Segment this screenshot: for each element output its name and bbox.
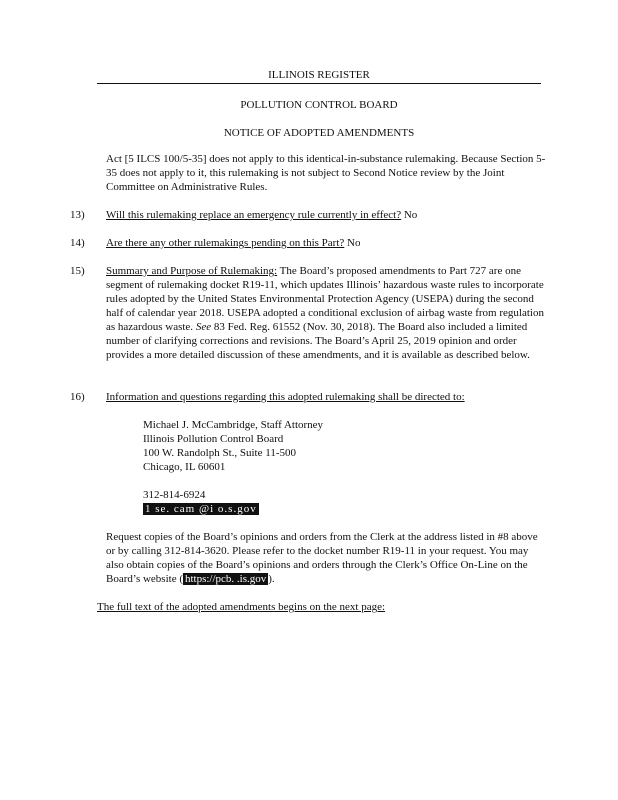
item-16 [106,390,546,404]
item-15-heading: Summary and Purpose of Rulemaking: [106,265,278,277]
item-15-cite: See [195,321,212,333]
intro-paragraph: Act [5 ILCS 100/5-35] does not apply to this identical-in-substance rulemaking. Because Section 5-35 does not apply to it, this rulemaking is not subject to Second Notice review by the Joint Committee on Administrative Rules. [106,153,546,193]
item-14 [106,236,546,250]
register-title: ILLINOIS REGISTER [97,68,541,84]
board-name: POLLUTION CONTROL BOARD [240,99,398,111]
item-13-number: 13) [70,209,85,221]
item-15-body-cont: 83 Fed. Reg. 61552 (Nov. 30, 2018). The Board also included a limited number of clarifying corrections and revisions. The Board’s April 25, 2019 opinion and order provides a more detailed discussion of these amendments, and it is available as described below. [106,321,530,361]
item-16-heading: Information and questions regarding this adopted rulemaking shall be directed to: [106,391,465,403]
copies-paragraph [106,530,546,586]
contact-phone: 312-814-6924 [143,489,206,501]
item-16-number: 16) [70,391,85,403]
item-14-question: Are there any other rulemakings pending on this Part? [106,237,345,249]
item-15-body: The Board’s proposed amendments to Part 727 are one segment of rulemaking docket R19-11, which updates Illinois’ hazardous waste rules to incorporate rules adopted by the United States Environmental Protection Agency (USEPA) during the second half of calendar year 2018. USEPA adopted a conditional exclusion of airbag waste from regulation as hazardous waste. [106,265,544,333]
contact-street: 100 W. Randolph St., Suite 11-500 [143,447,296,459]
item-13 [106,208,546,222]
website-link[interactable]: https://pcb. .is.gov [184,573,267,585]
item-13-question: Will this rulemaking replace an emergency rule currently in effect? [106,209,402,221]
item-15 [106,264,546,362]
contact-org: Illinois Pollution Control Board [143,433,284,445]
item-15-number: 15) [70,265,85,277]
notice-title: NOTICE OF ADOPTED AMENDMENTS [223,127,415,139]
copies-text: Request copies of the Board’s opinions and orders from the Clerk at the address listed in #8 above or by calling 312-814-3620. Please refer to the docket number R19-11 in your request. You may also obtain copies of the Board’s opinions and orders through the Clerk’s Office On-Line on the Board’s website ( [106,531,538,585]
contact-city: Chicago, IL 60601 [143,461,226,473]
item-13-answer: No [403,209,418,221]
item-14-answer: No [347,237,361,249]
contact-name: Michael J. McCambridge, Staff Attorney [143,419,324,431]
item-14-number: 14) [70,237,85,249]
final-line: The full text of the adopted amendments begins on the next page: [97,601,386,613]
contact-email-row [143,502,523,516]
contact-email[interactable]: 1 se. cam @i o.s.gov [145,503,257,515]
copies-close: ). [268,573,275,585]
